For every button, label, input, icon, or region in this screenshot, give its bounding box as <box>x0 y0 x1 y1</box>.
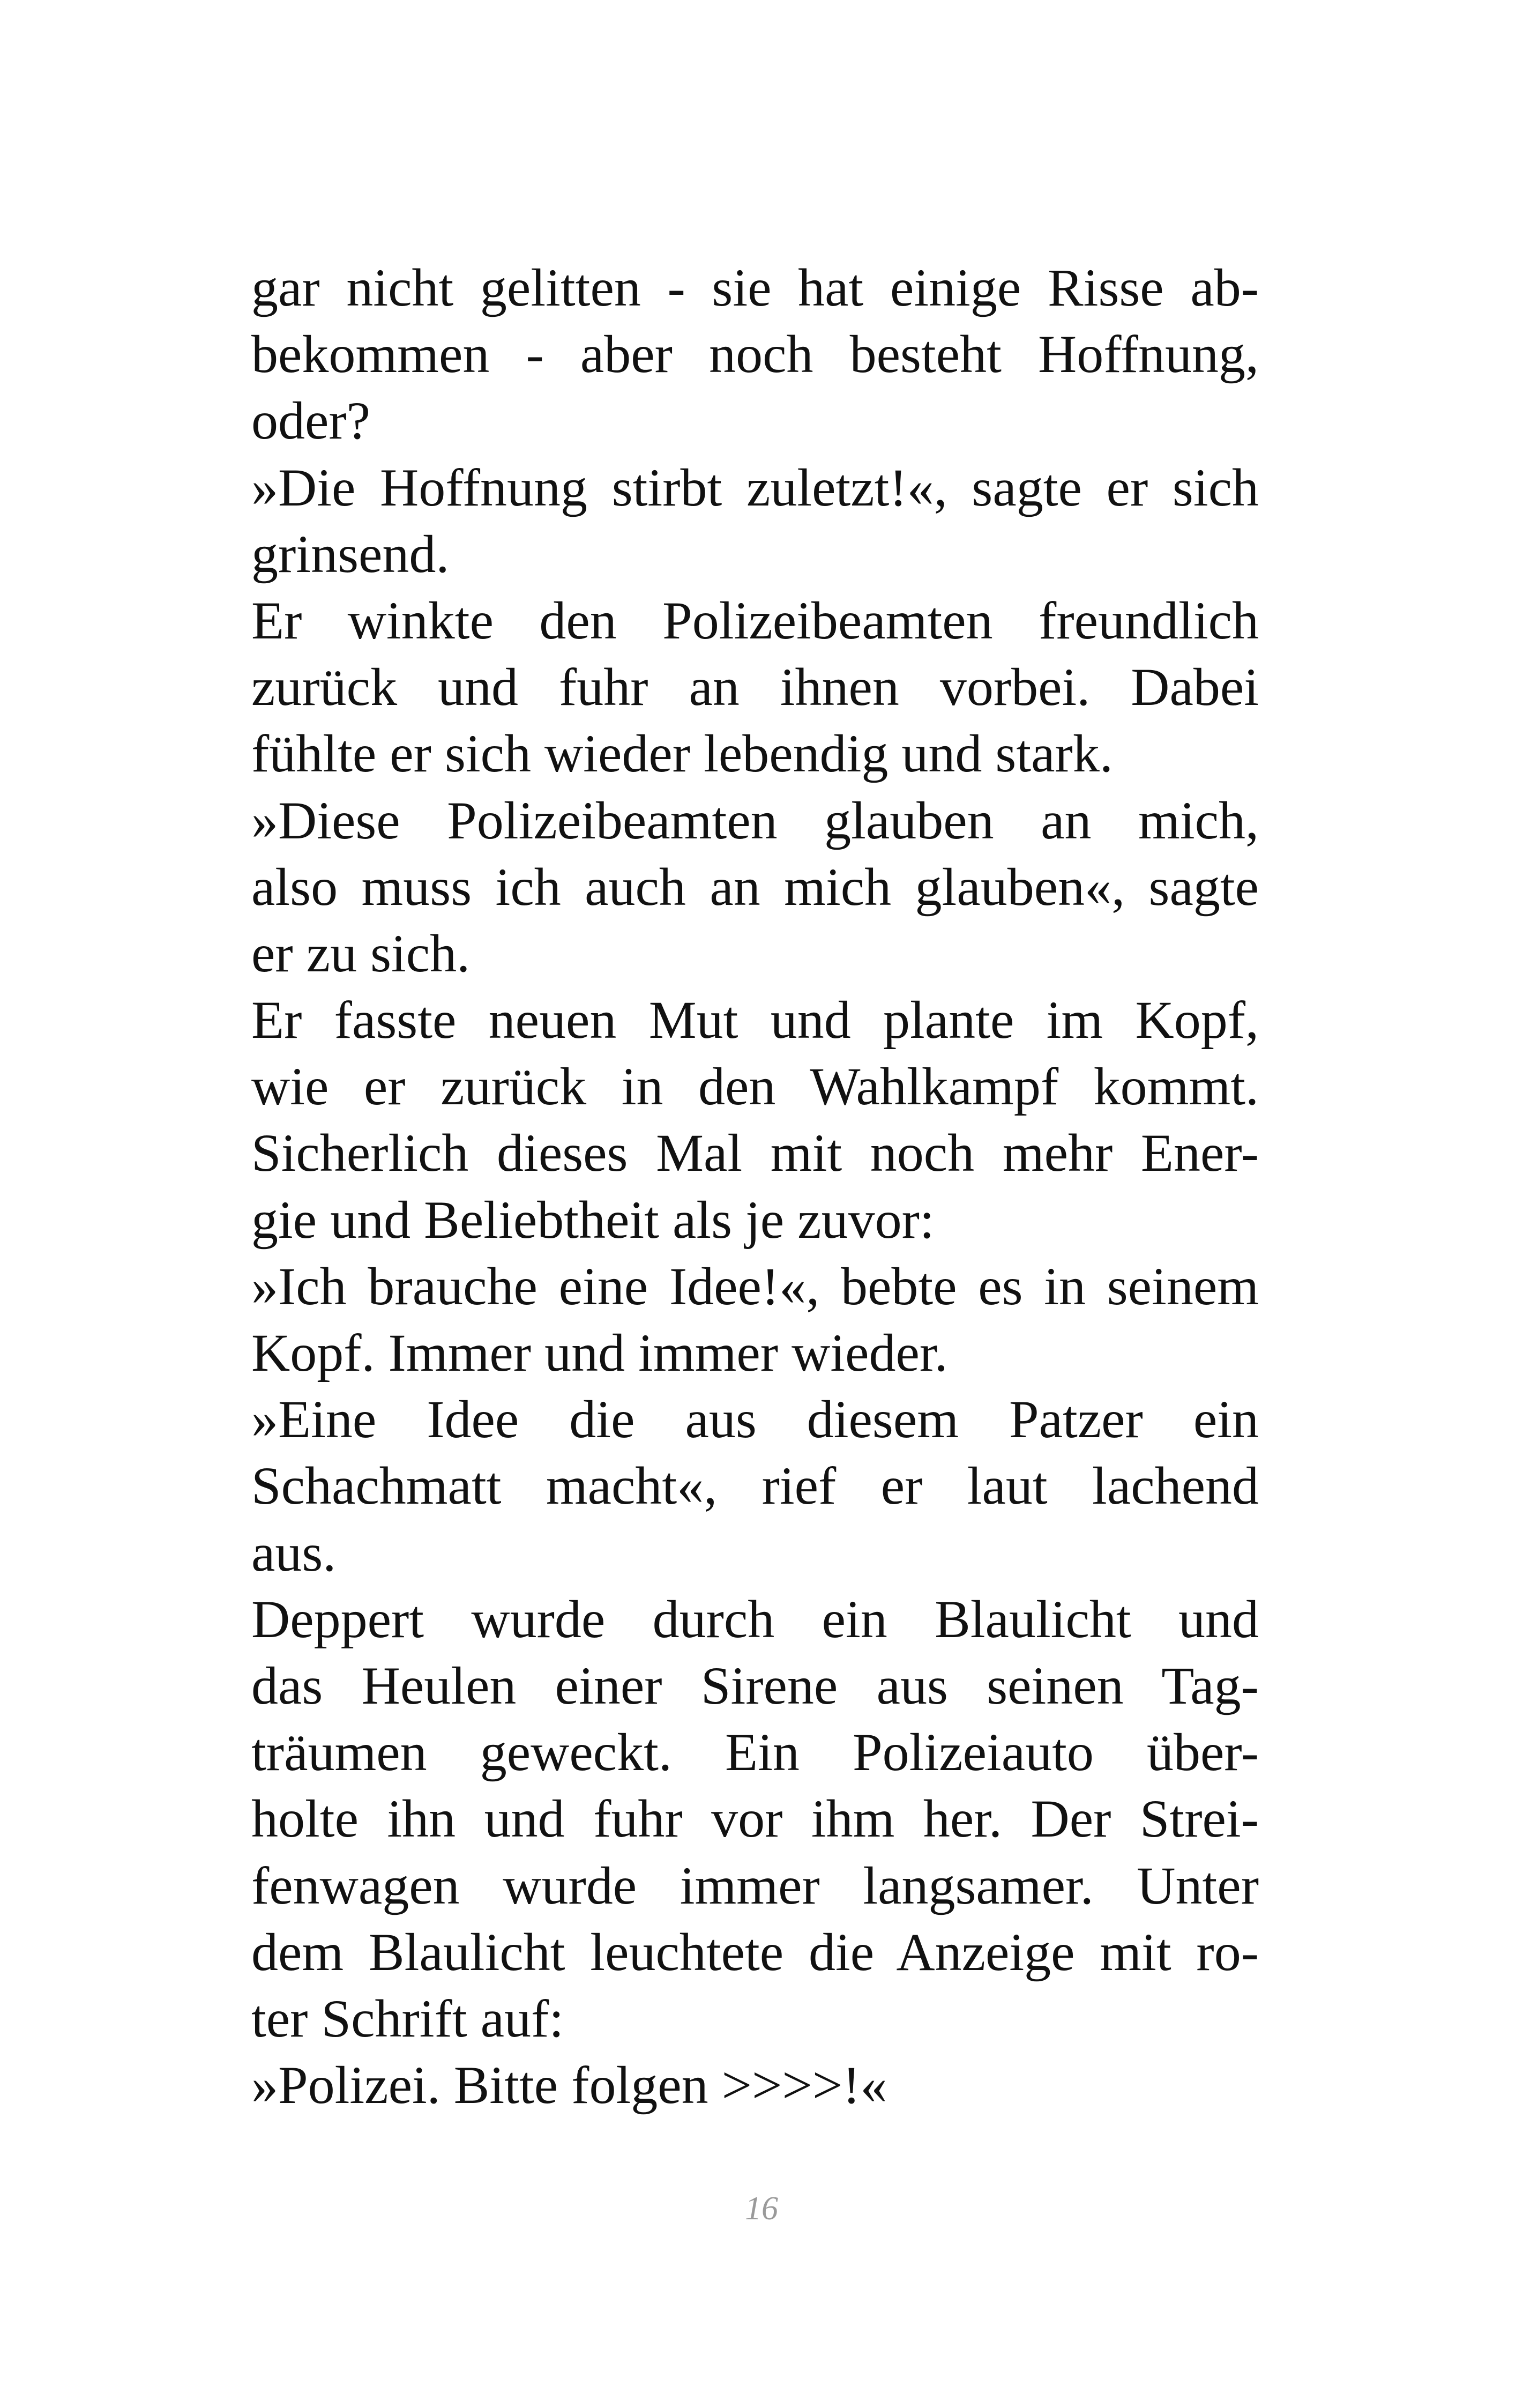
text-line: Kopf. Immer und immer wieder. <box>251 1323 948 1383</box>
text-line: dem Blaulicht leuchtete die Anzeige mit ro- <box>251 1922 1259 1982</box>
text-line: gar nicht gelitten - sie hat einige Risse ab- <box>251 258 1259 317</box>
text-line: er zu sich. <box>251 923 471 983</box>
body-text <box>251 255 1259 2119</box>
text-line: zurück und fuhr an ihnen vorbei. Dabei <box>251 657 1259 717</box>
text-line: holte ihn und fuhr vor ihm her. Der Strei- <box>251 1789 1259 1849</box>
text-line: aus. <box>251 1522 337 1582</box>
text-line: ter Schrift auf: <box>251 1988 564 2048</box>
text-line: Schachmatt macht«, rief er laut lachend <box>251 1456 1259 1516</box>
text-line: gie und Beliebtheit als je zuvor: <box>251 1190 935 1250</box>
text-line: träumen geweckt. Ein Polizeiauto über- <box>251 1722 1259 1782</box>
text-line: fühlte er sich wieder lebendig und stark. <box>251 724 1113 784</box>
page-number: 16 <box>745 2190 778 2227</box>
text-line: »Polizei. Bitte folgen >>>>!« <box>251 2055 887 2115</box>
text-line: also muss ich auch an mich glauben«, sagte <box>251 857 1259 917</box>
text-line: das Heulen einer Sirene aus seinen Tag- <box>251 1655 1259 1715</box>
text-line: oder? <box>251 391 371 451</box>
text-line: Sicherlich dieses Mal mit noch mehr Ener- <box>251 1123 1259 1183</box>
text-line: »Die Hoffnung stirbt zuletzt!«, sagte er sich <box>251 457 1259 517</box>
text-line: »Ich brauche eine Idee!«, bebte es in seinem <box>251 1256 1259 1316</box>
text-line: »Eine Idee die aus diesem Patzer ein <box>251 1389 1259 1450</box>
text-line: fenwagen wurde immer langsamer. Unter <box>251 1855 1259 1915</box>
text-line: bekommen - aber noch besteht Hoffnung, <box>251 324 1259 384</box>
text-line: Er fasste neuen Mut und plante im Kopf, <box>251 990 1259 1050</box>
text-line: wie er zurück in den Wahlkampf kommt. <box>251 1057 1259 1117</box>
text-line: grinsend. <box>251 524 450 584</box>
text-line: Deppert wurde durch ein Blaulicht und <box>251 1589 1259 1649</box>
text-line: »Diese Polizeibeamten glauben an mich, <box>251 790 1259 850</box>
text-line: Er winkte den Polizeibeamten freundlich <box>251 590 1259 650</box>
